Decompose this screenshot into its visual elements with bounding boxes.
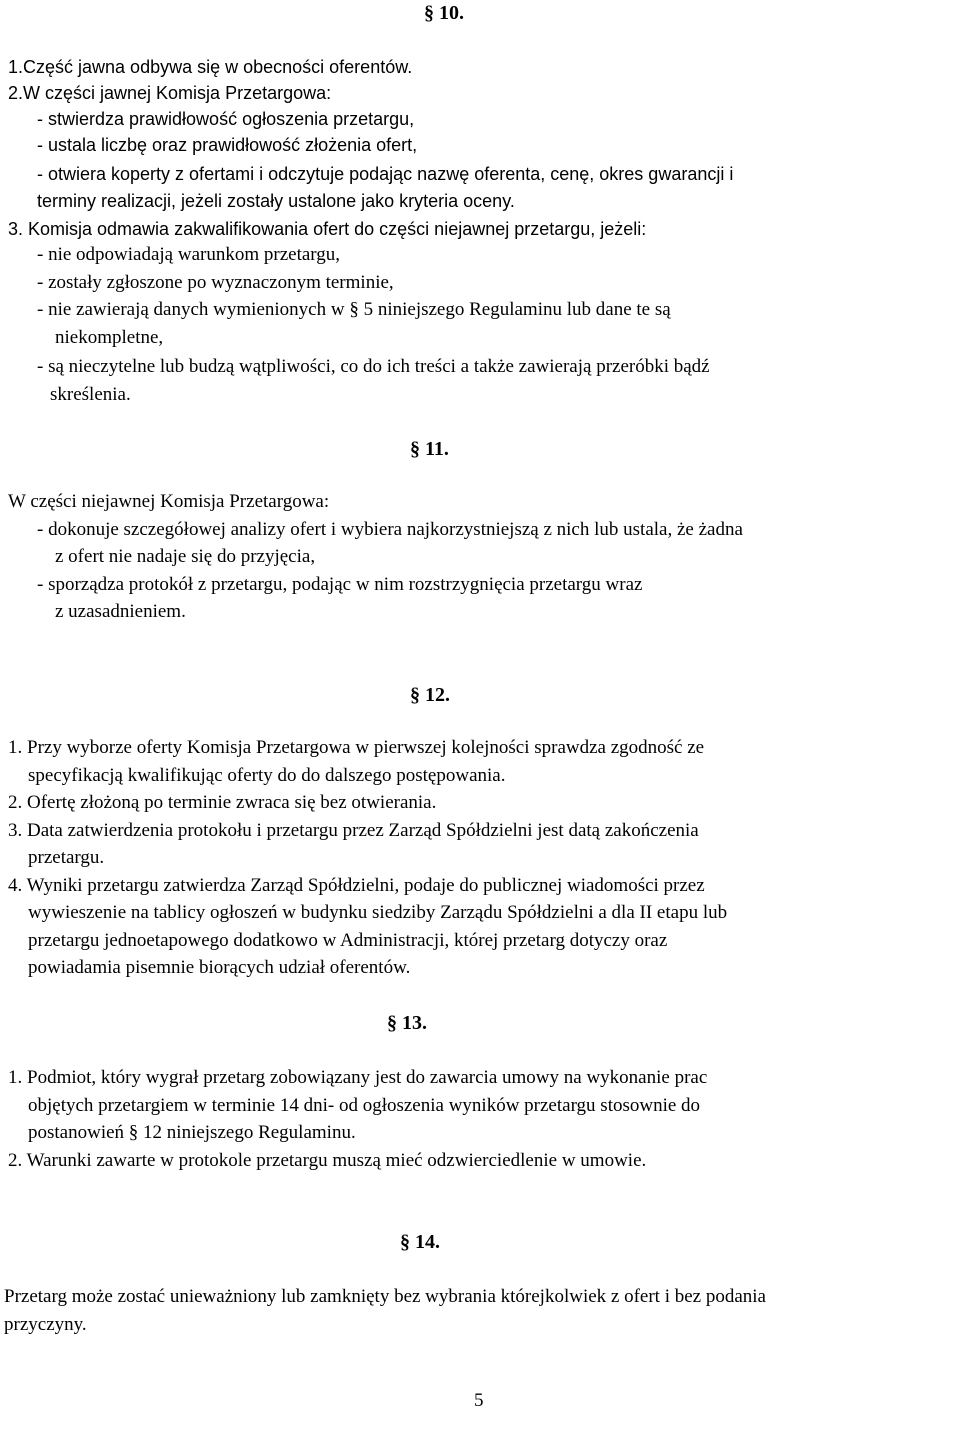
s10-line-2: 2.W części jawnej Komisja Przetargowa: — [8, 83, 332, 103]
s13-line-3: postanowień § 12 niniejszego Regulaminu. — [28, 1122, 356, 1143]
s11-line-3: z ofert nie nadaje się do przyjęcia, — [55, 546, 316, 567]
s10-line-1: 1.Część jawna odbywa się w obecności oferentów. — [8, 57, 413, 77]
s10-line-5: - otwiera koperty z ofertami i odczytuje podając nazwę oferenta, cenę, okres gwarancji i — [37, 164, 734, 184]
s10-line-8: - nie odpowiadają warunkom przetargu, — [37, 244, 341, 265]
s12-line-8: przetargu jednoetapowego dodatkowo w Administracji, której przetarg dotyczy oraz — [28, 930, 668, 951]
s12-line-4: 3. Data zatwierdzenia protokołu i przetargu przez Zarząd Spółdzielni jest datą zakończenia — [8, 820, 699, 841]
s13-line-4: 2. Warunki zawarte w protokole przetargu muszą mieć odzwierciedlenie w umowie. — [8, 1150, 647, 1171]
s11-line-2: - dokonuje szczegółowej analizy ofert i wybiera najkorzystniejszą z nich lub ustala, że żadna — [37, 519, 743, 540]
s10-line-6: terminy realizacji, jeżeli zostały ustalone jako kryteria oceny. — [37, 191, 515, 211]
s12-line-5: przetargu. — [28, 847, 105, 868]
s10-line-11: niekompletne, — [55, 327, 164, 348]
s12-line-9: powiadamia pisemnie biorących udział oferentów. — [28, 957, 411, 978]
s13-line-1: 1. Podmiot, który wygrał przetarg zobowiązany jest do zawarcia umowy na wykonanie prac — [8, 1067, 708, 1088]
page-number: 5 — [474, 1390, 484, 1411]
s10-line-3: - stwierdza prawidłowość ogłoszenia przetargu, — [37, 109, 415, 129]
s12-line-1: 1. Przy wyborze oferty Komisja Przetargowa w pierwszej kolejności sprawdza zgodność ze — [8, 737, 705, 758]
s12-line-3: 2. Ofertę złożoną po terminie zwraca się bez otwierania. — [8, 792, 437, 813]
s12-line-2: specyfikacją kwalifikując oferty do do dalszego postępowania. — [28, 765, 506, 786]
s10-line-12: - są nieczytelne lub budzą wątpliwości, co do ich treści a także zawierają przeróbki bądź — [37, 356, 710, 377]
section-14-heading: § 14. — [400, 1231, 440, 1253]
s10-line-10: - nie zawierają danych wymienionych w § 5 niniejszego Regulaminu lub dane te są — [37, 299, 671, 320]
section-12-heading: § 12. — [410, 684, 450, 706]
s10-line-7: 3. Komisja odmawia zakwalifikowania ofert do części niejawnej przetargu, jeżeli: — [8, 219, 647, 239]
s12-line-7: wywieszenie na tablicy ogłoszeń w budynku siedziby Zarządu Spółdzielni a dla II etapu lub — [28, 902, 728, 923]
section-10-heading: § 10. — [424, 2, 464, 24]
s10-line-4: - ustala liczbę oraz prawidłowość złożenia ofert, — [37, 135, 418, 155]
section-13-heading: § 13. — [387, 1012, 427, 1034]
s14-line-1: Przetarg może zostać unieważniony lub zamknięty bez wybrania którejkolwiek z ofert i bez podania — [4, 1286, 766, 1307]
s10-line-13: skreślenia. — [50, 384, 131, 405]
s14-line-2: przyczyny. — [4, 1314, 87, 1335]
s11-line-1: W części niejawnej Komisja Przetargowa: — [8, 491, 330, 512]
s11-line-5: z uzasadnieniem. — [55, 601, 186, 622]
s11-line-4: - sporządza protokół z przetargu, podając w nim rozstrzygnięcia przetargu wraz — [37, 574, 643, 595]
s10-line-9: - zostały zgłoszone po wyznaczonym terminie, — [37, 272, 394, 293]
section-11-heading: § 11. — [410, 438, 449, 460]
s13-line-2: objętych przetargiem w terminie 14 dni- od ogłoszenia wyników przetargu stosownie do — [28, 1095, 701, 1116]
s12-line-6: 4. Wyniki przetargu zatwierdza Zarząd Spółdzielni, podaje do publicznej wiadomości przez — [8, 875, 705, 896]
